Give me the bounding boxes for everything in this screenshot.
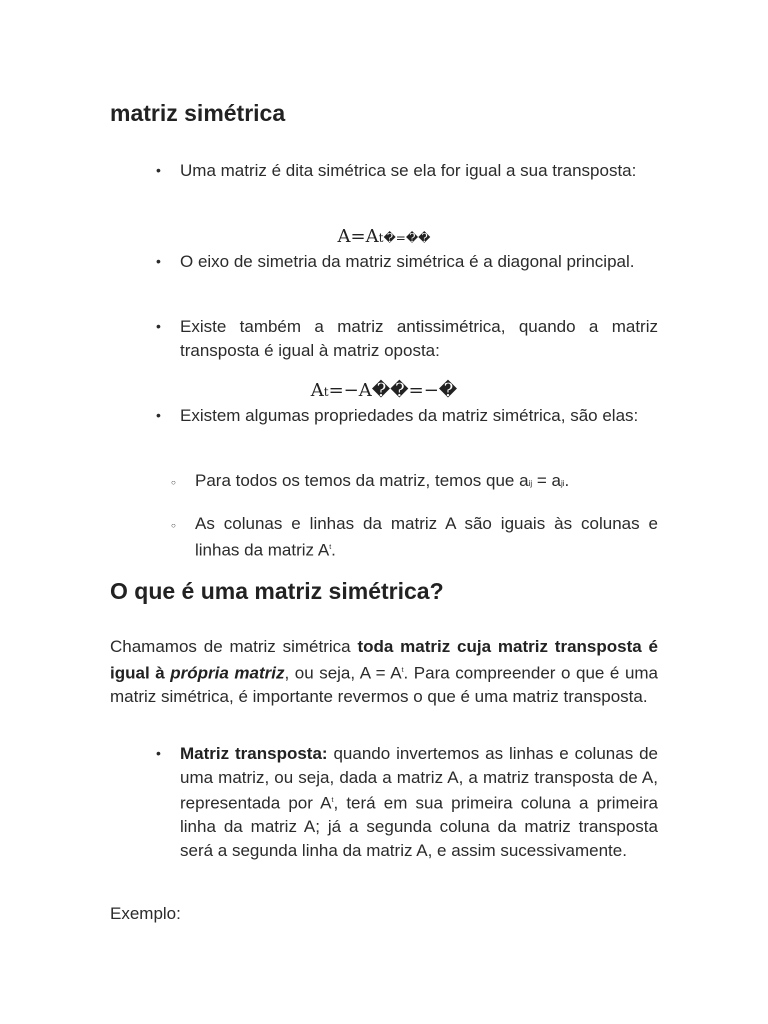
list-item-transposta: • Matriz transposta: quando invertemos as linhas e colunas de uma matriz, ou seja, dada a matriz A, a matriz transposta de A, representada por $A^t$, terá em sua primeira coluna a primeira linha da matriz A; já a segunda coluna da matriz transposta será a segunda linha da matriz A, e assim sucessivamente. [180, 742, 658, 862]
list-item-axis: • O eixo de simetria da matriz simétrica é a diagonal principal. [180, 250, 658, 274]
section-title-matriz-simetrica: matriz simétrica [110, 100, 286, 126]
list-item-properties: • Existem algumas propriedades da matriz simétrica, são elas: [180, 404, 658, 428]
formula-antisymmetric: At=−A��=−� [310, 380, 458, 401]
list-item-antisymmetric: • Existe também a matriz antissimétrica, quando a matriz transposta é igual à matriz oposta: [180, 315, 658, 362]
sub-list-item-columns: ○ As colunas e linhas da matriz A são iguais às colunas e linhas da matriz $A^t$. [195, 512, 658, 562]
sub-list-item-terms: ○ Para todos os temos da matriz, temos que aij = aji. [195, 469, 658, 496]
formula-symmetric: A=At�=�� [337, 226, 431, 247]
intro-paragraph: Chamamos de matriz simétrica toda matriz cuja matriz transposta é igual à própria matriz, ou seja, $A = A^t$. Para compreender o que é uma matriz simétrica, é importante revermos o que é uma matriz transposta. [110, 637, 659, 706]
example-label: Exemplo: [110, 904, 181, 923]
list-item-definition: • Uma matriz é dita simétrica se ela for igual a sua transposta: [180, 159, 658, 183]
section-title-o-que-e: O que é uma matriz simétrica? [110, 578, 444, 604]
